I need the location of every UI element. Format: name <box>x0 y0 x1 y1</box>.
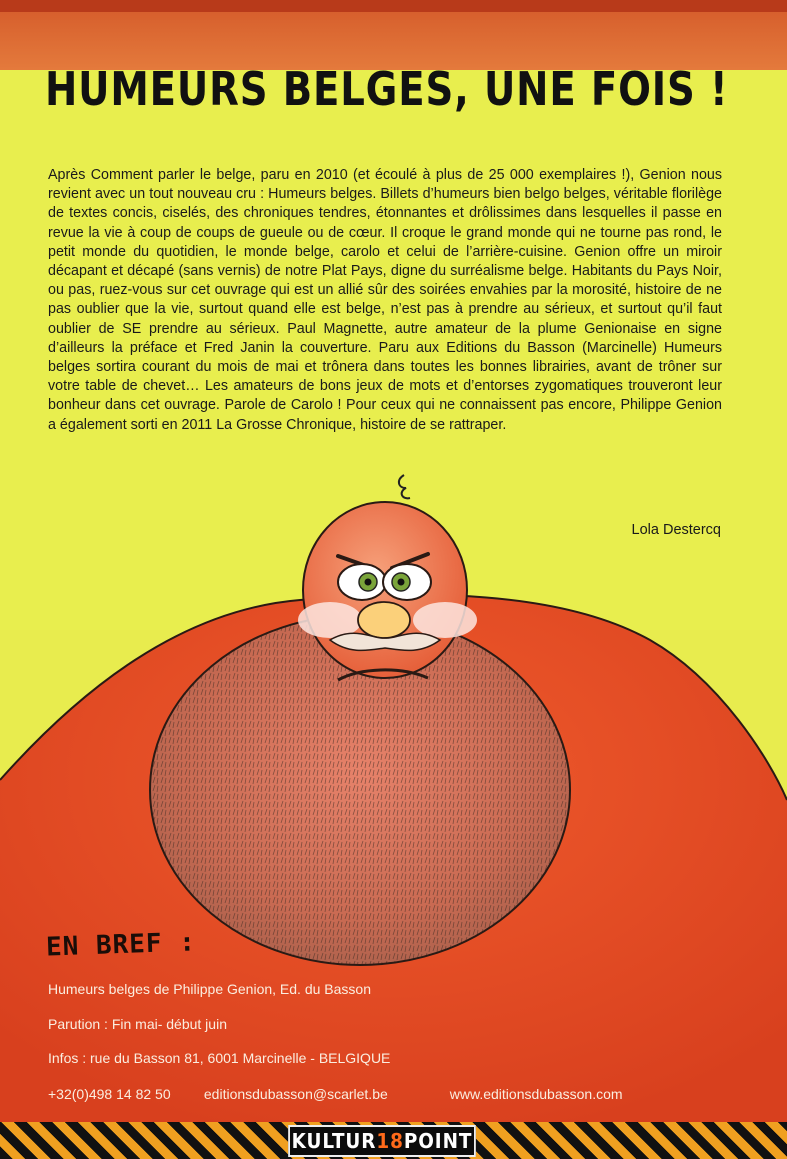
brief-email[interactable]: editionsdubasson@scarlet.be <box>203 1086 388 1102</box>
logo-left-text: KULTUR <box>291 1129 377 1153</box>
brief-website[interactable]: www.editionsdubasson.com <box>449 1086 623 1102</box>
kultur-point-logo <box>288 1125 476 1157</box>
nose <box>358 602 410 638</box>
hair-curl <box>399 475 410 498</box>
article-body: Après Comment parler le belge, paru en 2010 (et écoulé à plus de 25 000 exemplaires !), Genion nous revient avec un tout nouveau cru : Humeurs belges. Billets d’humeurs bien belgo belges, véritable florilège de textes concis, ciselés, des chroniques tendres, étonnantes et drôlissimes dans lesquelles il passe en revue la vie à coup de coups de gueule ou de cœur. Il croque le grand monde qui ne tourne pas rond, le petit monde du quotidien, le monde belge, carolo et celui de l’arrière-cuisine. Genion offre un miroir décapant et décapé (sans vernis) de notre Plat Pays, digne du surréalisme belge. Habitants du Pays Noir, ou pas, ruez-vous sur cet ouvrage qui est un allié sûr des soirées envahies par la morosité, histoire de ne pas oublier que la vie, surtout quand elle est belge, n’est pas à prendre au sérieux, et surtout qu’il faut oublier de SE prendre au sérieux. Paul Magnette, autre amateur de la plume Genionaise en signe d’ailleurs la préface et Fred Janin la couverture. Paru aux Editions du Basson (Marcinelle) Humeurs belges sortira courant du mois de mai et trônera dans toutes les bonnes librairies, avant de trôner sur votre table de chevet… Les amateurs de bons jeux de mots et d’entorses zygomatiques trouveront leur bonheur dans cet ouvrage. Parole de Carolo ! Pour ceux qui ne connaissent pas encore, Philippe Genion a également sorti en 2011 La Grosse Chronique, histoire de se rattraper. <box>48 167 722 433</box>
brief-phone: +32(0)498 14 82 50 <box>48 1086 171 1102</box>
logo-accent-text: 18 <box>376 1129 404 1153</box>
brief-address: Infos : rue du Basson 81, 6001 Marcinelle - BELGIQUE <box>48 1050 391 1066</box>
page-title: HUMEURS BELGES, UNE FOIS ! <box>45 62 729 116</box>
author-signature: Lola Destercq <box>631 522 721 538</box>
brief-heading: EN BREF : <box>45 927 197 963</box>
brief-release: Parution : Fin mai- début juin <box>48 1016 227 1032</box>
brief-contact <box>48 1086 668 1102</box>
brief-book: Humeurs belges de Philippe Genion, Ed. du Basson <box>48 981 371 997</box>
logo-right-text: POINT <box>403 1129 473 1153</box>
